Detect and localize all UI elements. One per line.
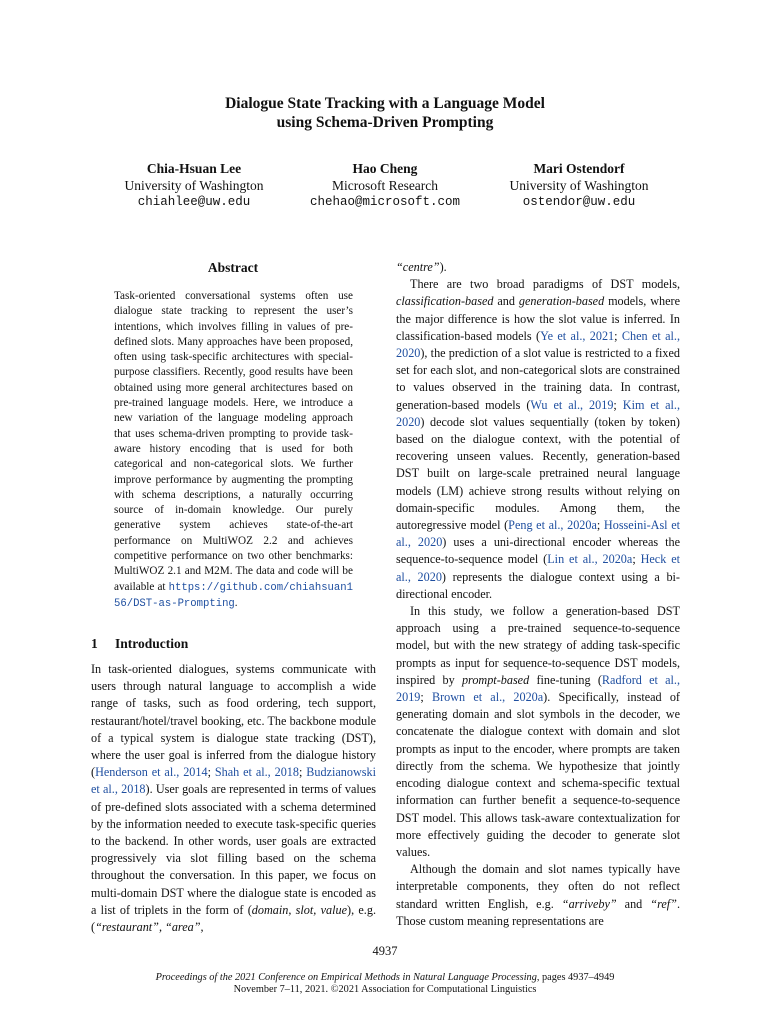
text-run: . Those custom meaning representations are	[396, 896, 680, 928]
title-line-2: using Schema-Driven Prompting	[276, 114, 494, 131]
text-run: ;	[632, 552, 641, 567]
intro-paragraph-2	[396, 276, 680, 603]
title-line-1: Dialogue State Tracking with a Language Model	[225, 95, 545, 112]
italic-run: “restaurant”, “area”,	[95, 920, 204, 935]
author-block-1	[106, 160, 282, 211]
italic-run: “arriveby”	[561, 896, 617, 911]
citation-link[interactable]: Budzianowski et al., 2018	[91, 765, 376, 797]
author-name: Chia-Hsuan Lee	[146, 161, 242, 176]
intro-paragraph-1	[91, 661, 376, 936]
italic-run: classification-based	[396, 294, 494, 309]
citation-link[interactable]: Shah et al., 2018	[214, 765, 299, 780]
text-run: ;	[613, 397, 623, 412]
footer-venue: Proceedings of the 2021 Conference on Empirical Methods in Natural Language Processing	[155, 972, 537, 983]
abstract-body	[114, 289, 353, 612]
intro-paragraph-1-continued	[396, 259, 680, 276]
citation-link[interactable]: Lin et al., 2020a	[547, 552, 633, 567]
intro-paragraph-4	[396, 861, 680, 930]
author-email: ostendor@uw.edu	[522, 195, 636, 209]
author-email: chehao@microsoft.com	[309, 195, 461, 209]
citation-link[interactable]: Ye et al., 2021	[540, 328, 615, 343]
abstract-heading: Abstract	[207, 260, 259, 275]
italic-run: “centre”	[396, 260, 440, 274]
text-run: ) uses a uni-directional encoder whereas the sequence-to-sequence model (	[396, 535, 681, 567]
italic-run: generation-based	[518, 294, 605, 309]
citation-link[interactable]: Henderson et al., 2014	[95, 765, 208, 780]
author-affiliation: Microsoft Research	[331, 178, 439, 193]
abstract-text: Task-oriented conversational systems often use dialogue state tracking to represent the user’s intentions, which involves filling in values of pre-defined slots. Many approaches have been proposed, often using task-specific architectures with special-purpose classifiers. Recently, good results have been obtained using more general architectures based on pre-trained language models. Here, we introduce a new variation of the language modeling approach that uses schema-driven prompting to provide task-aware history encoding that is used for both categorical and non-categorical slots. We further improve performance by augmenting the prompting with schema descriptions, a naturally occurring source of in-domain knowledge. Our purely generative system achieves state-of-the-art performance on MultiWOZ 2.2 and achieves competitive performance on two other benchmarks: MultiWOZ 2.1 and M2M. The data and code will be available at	[114, 290, 353, 593]
text-run: ).	[439, 260, 447, 274]
footer-pages: , pages 4937–4949	[536, 972, 615, 983]
text-run: ), the prediction of a slot value is restricted to a fixed set for each slot, and non-categorical slots are constrained to values observed in the training data. In contrast, generation-based models (	[396, 346, 680, 412]
author-email: chiahlee@uw.edu	[137, 195, 251, 209]
citation-link[interactable]: Heck et al., 2020	[396, 552, 680, 584]
text-run: ), e.g. (	[91, 902, 376, 935]
right-column	[396, 259, 680, 930]
citation-link[interactable]: Chen et al., 2020	[396, 328, 680, 361]
footer-line-1	[0, 972, 770, 984]
section-number: 1	[91, 636, 98, 651]
code-link[interactable]: https://github.com/chiahsuan156/DST-as-Prompting	[114, 581, 353, 610]
text-run: ). Specifically, instead of generating domain and slot symbols in the decoder, we concatenate the dialogue context with domain and slot prompts as input to the encoder, where prompts are taken directly from the schema. We hypothesize that jointly encoding dialogue context and schema-specific textual information can further benefit a sequence-to-sequence DST model. This allows task-aware contextualization for more effectively guiding the decoder to generate slot values.	[396, 690, 680, 859]
page-number: 4937	[372, 944, 398, 958]
citation-link[interactable]: Peng et al., 2020a	[508, 518, 597, 533]
text-run: and	[616, 896, 651, 911]
text-run: models, where the major difference is how the slot value is inferred. In classification-based models (	[396, 294, 680, 343]
text-run: ;	[420, 690, 432, 705]
author-affiliation: University of Washington	[509, 178, 649, 193]
author-affiliation: University of Washington	[124, 178, 264, 193]
citation-link[interactable]: Radford et al., 2019	[396, 672, 681, 705]
text-run: ;	[207, 765, 215, 780]
section-heading-introduction	[91, 636, 188, 652]
author-block-2	[290, 160, 480, 211]
text-run: ). User goals are represented in terms of values of pre-defined slots associated with a schema determined by the information needed to execute task-specific queries to the backend. In other words, user goals are extracted progressively via slot filling based on the schema throughout the conversation. In this paper, we focus on multi-domain DST where the dialogue state is encoded as a list of triplets in the form of (	[91, 782, 377, 917]
intro-paragraph-3	[396, 603, 680, 861]
text-run: ) represents the dialogue context using a bi-directional encoder.	[396, 569, 680, 601]
author-name: Hao Cheng	[352, 161, 418, 176]
text-run: Although the domain and slot names typically have interpretable components, they often do not reflect standard written English, e.g.	[396, 862, 680, 911]
text-run: In task-oriented dialogues, systems communicate with users through natural language to accomplish a wide range of tasks, such as food ordering, tech support, restaurant/hotel/travel booking, etc. The backbone module of a typical system is dialogue state tracking (DST), where the user goal is inferred from the dialogue history (	[91, 662, 376, 780]
paper-title	[0, 94, 770, 132]
citation-link[interactable]: Kim et al., 2020	[396, 397, 681, 429]
text-run: fine-tuning (	[529, 672, 602, 687]
abstract-end: .	[234, 596, 238, 609]
author-name: Mari Ostendorf	[533, 161, 625, 176]
citation-link[interactable]: Wu et al., 2019	[530, 397, 614, 412]
text-run: ;	[298, 765, 307, 780]
intro-left-column	[91, 661, 376, 936]
text-run: There are two broad paradigms of DST models,	[410, 277, 680, 292]
text-run: and	[493, 294, 519, 309]
citation-link[interactable]: Hosseini-Asl et al., 2020	[396, 518, 680, 550]
author-block-3	[490, 160, 668, 211]
text-run: ;	[596, 518, 604, 533]
text-run: ) decode slot values sequentially (token by token) based on the dialogue context, with the potential of recovering unseen values. Recently, generation-based DST built on large-scale pretrained neural language models (LM) achieve strong results without relying on domain-specific modules. Among them, the autoregressive model (	[396, 414, 680, 533]
footer-line-2: November 7–11, 2021. ©2021 Association for Computational Linguistics	[233, 984, 537, 995]
text-run: In this study, we follow a generation-based DST approach using a pre-trained sequence-to-sequence model, but with the new strategy of adding task-specific prompts as input for sequence-to-sequence DST models, inspired by	[396, 604, 680, 687]
italic-run: prompt-based	[461, 672, 530, 687]
proceedings-footer	[0, 972, 770, 996]
text-run: ;	[614, 328, 622, 343]
citation-link[interactable]: Brown et al., 2020a	[431, 690, 544, 705]
section-title: Introduction	[115, 636, 189, 651]
italic-run: domain, slot, value	[251, 902, 348, 917]
italic-run: “ref”	[650, 896, 677, 911]
